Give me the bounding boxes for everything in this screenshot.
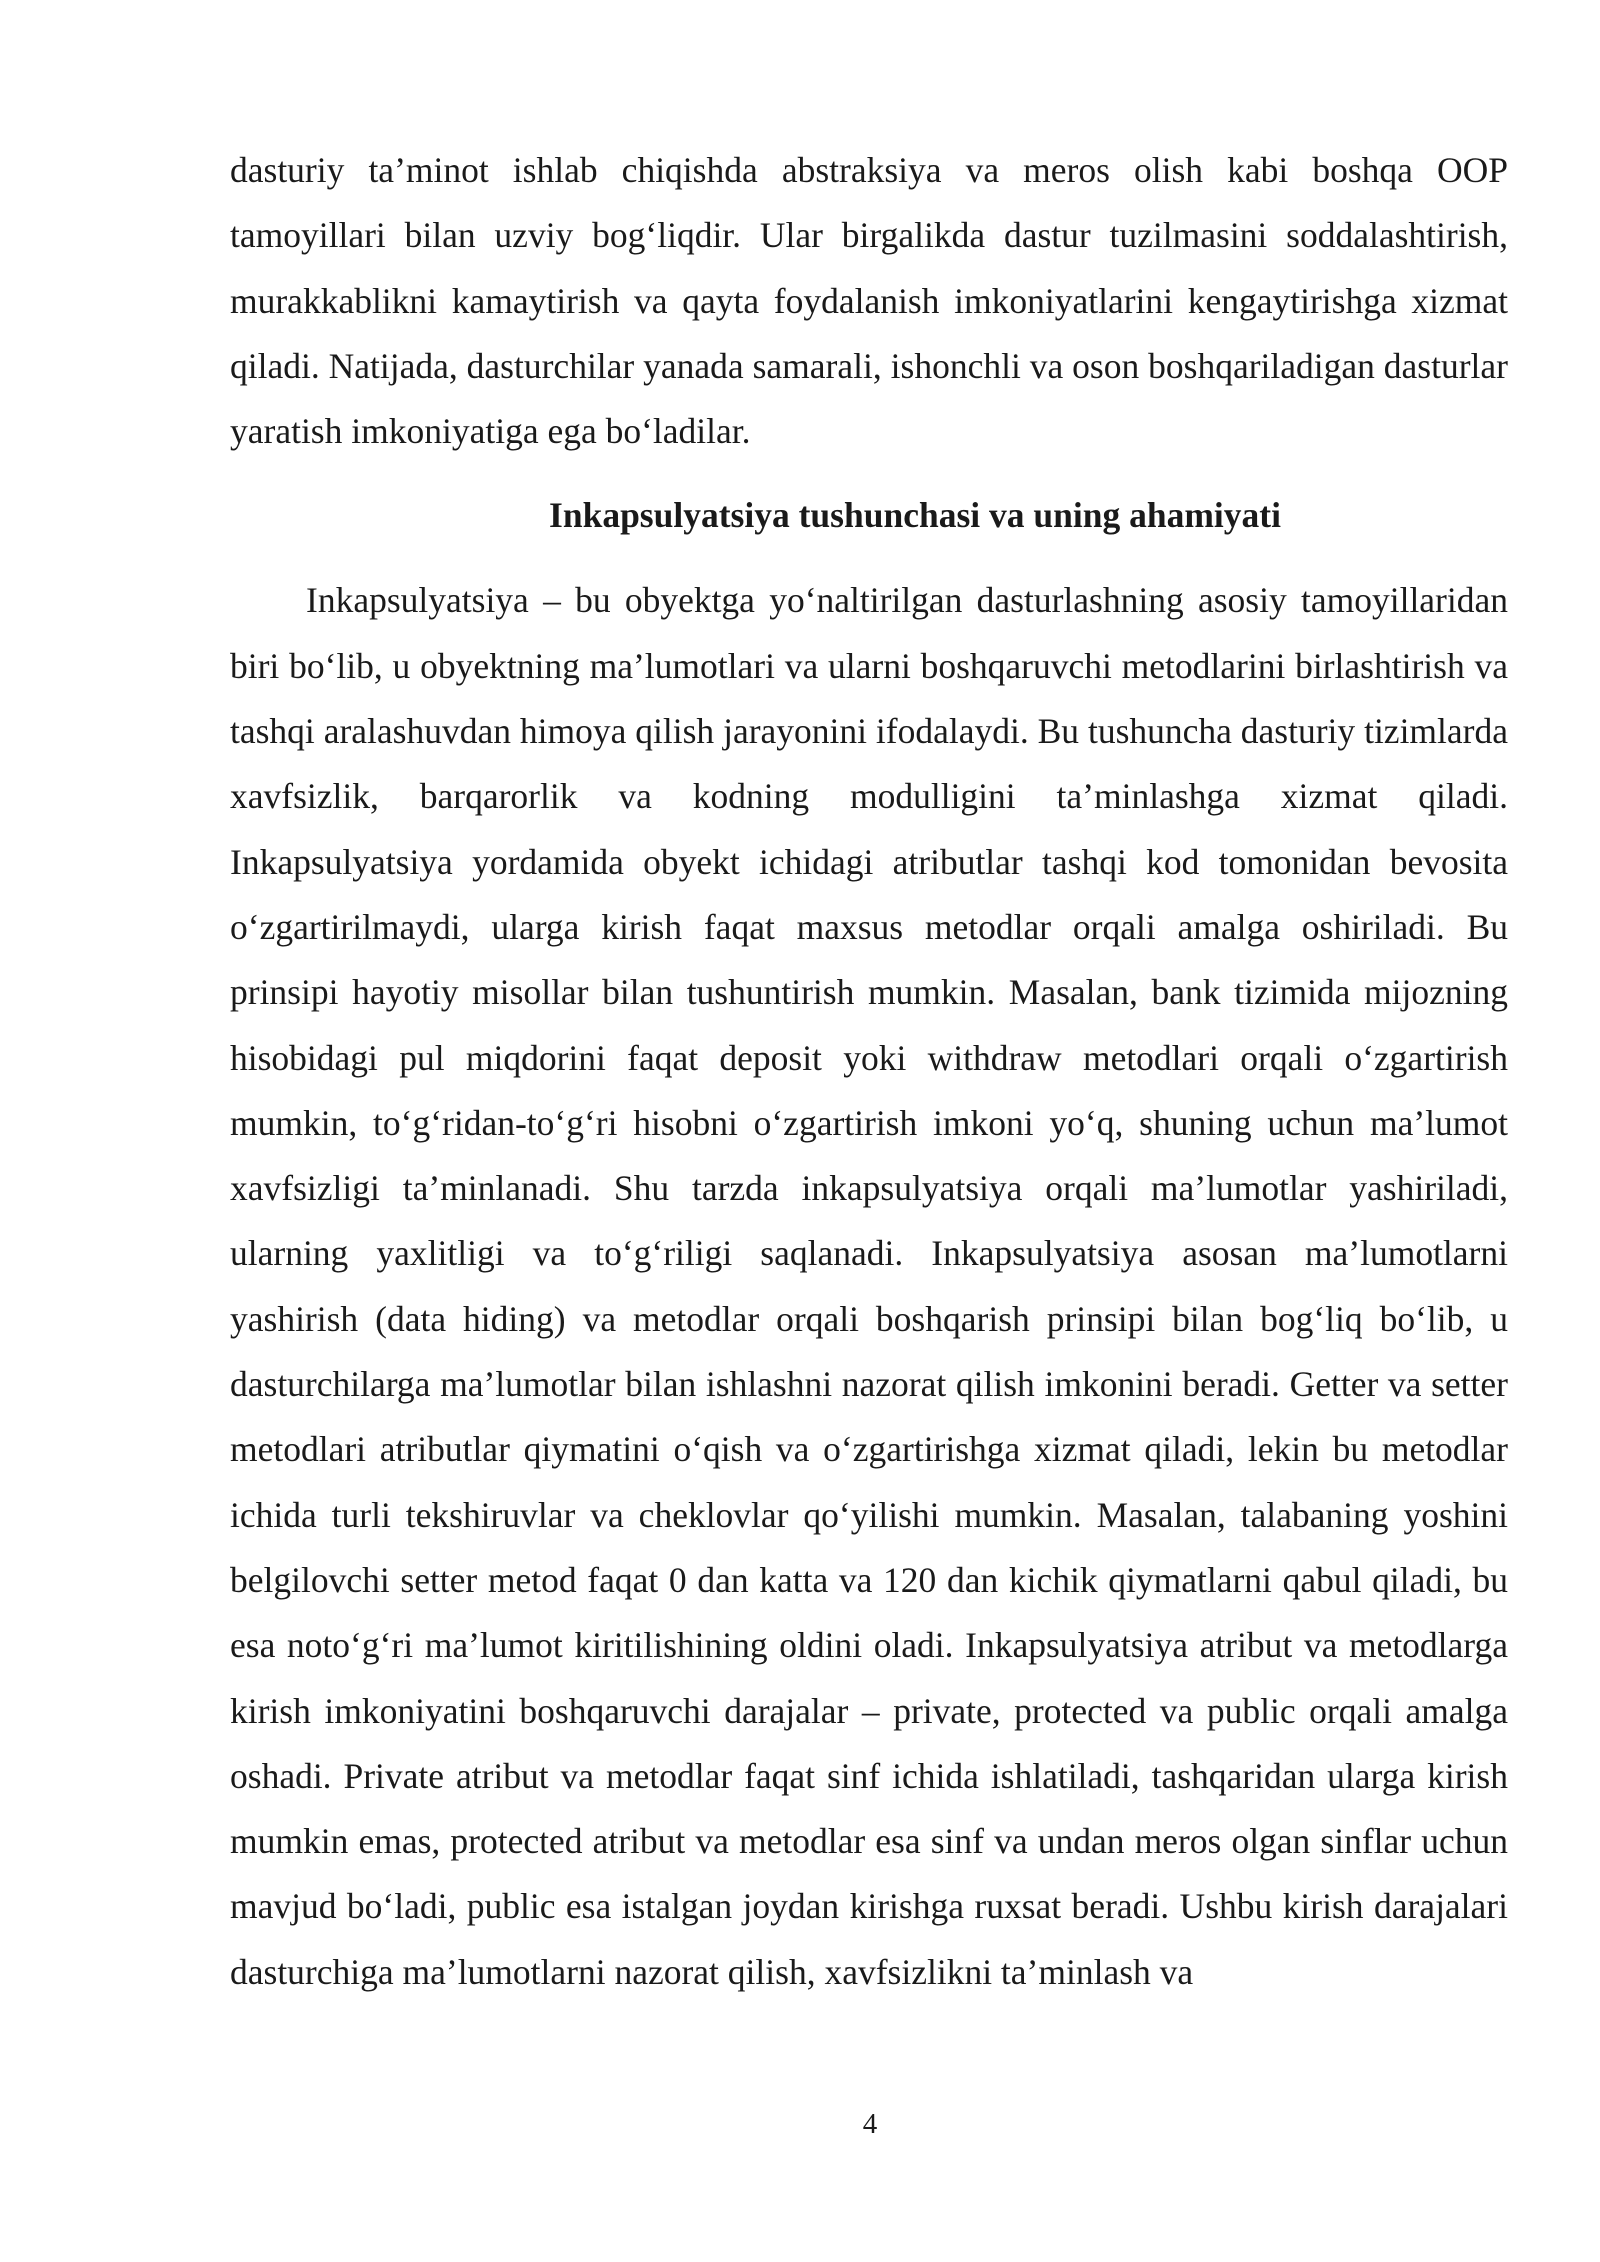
intro-paragraph: dasturiy ta’minot ishlab chiqishda abstraksiya va meros olish kabi boshqa OOP tamoyillari bilan uzviy bog‘liqdir. Ular birgalikda dastur tuzilmasini soddalashtirish, murakkablikni kamaytirish va qayta foydalanish imkoniyatlarini kengaytirishga xizmat qiladi. Natijada, dasturchilar yanada samarali, ishonchli va oson boshqariladigan dasturlar yaratish imkoniyatiga ega bo‘ladilar. [230,150,1508,452]
page-content [230,138,1508,2005]
body-paragraph: Inkapsulyatsiya – bu obyektga yo‘naltirilgan dasturlashning asosiy tamoyillaridan biri bo‘lib, u obyektning ma’lumotlari va ularni boshqaruvchi metodlarini birlashtirish va tashqi aralashuvdan himoya qilish jarayonini ifodalaydi. Bu tushuncha dasturiy tizimlarda xavfsizlik, barqarorlik va kodning modulligini ta’minlashga xizmat qiladi. Inkapsulyatsiya yordamida obyekt ichidagi atributlar tashqi kod tomonidan bevosita o‘zgartirilmaydi, ularga kirish faqat maxsus metodlar orqali amalga oshiriladi. Bu prinsipi hayotiy misollar bilan tushuntirish mumkin. Masalan, bank tizimida mijozning hisobidagi pul miqdorini faqat deposit yoki withdraw metodlari orqali o‘zgartirish mumkin, to‘g‘ridan-to‘g‘ri hisobni o‘zgartirish imkoni yo‘q, shuning uchun ma’lumot xavfsizligi ta’minlanadi. Shu tarzda inkapsulyatsiya orqali ma’lumotlar yashiriladi, ularning yaxlitligi va to‘g‘riligi saqlanadi. Inkapsulyatsiya asosan ma’lumotlarni yashirish (data hiding) va metodlar orqali boshqarish prinsipi bilan bog‘liq bo‘lib, u dasturchilarga ma’lumotlar bilan ishlashni nazorat qilish imkonini beradi. Getter va setter metodlari atributlar qiymatini o‘qish va o‘zgartirishga xizmat qiladi, lekin bu metodlar ichida turli tekshiruvlar va cheklovlar qo‘yilishi mumkin. Masalan, talabaning yoshini belgilovchi setter metod faqat 0 dan katta va 120 dan kichik qiymatlarni qabul qiladi, bu esa noto‘g‘ri ma’lumot kiritilishining oldini oladi. Inkapsulyatsiya atribut va metodlarga kirish imkoniyatini boshqaruvchi darajalar – private, protected va public orqali amalga oshadi. Private atribut va metodlar faqat sinf ichida ishlatiladi, tashqaridan ularga kirish mumkin emas, protected atribut va metodlar esa sinf va undan meros olgan sinflar uchun mavjud bo‘ladi, public esa istalgan joydan kirishga ruxsat beradi. Ushbu kirish darajalari dasturchiga ma’lumotlarni nazorat qilish, xavfsizlikni ta’minlash va [230,580,1508,1992]
page-number: 4 [862,2108,878,2140]
section-heading: Inkapsulyatsiya tushunchasi va uning ahamiyati [549,495,1281,536]
